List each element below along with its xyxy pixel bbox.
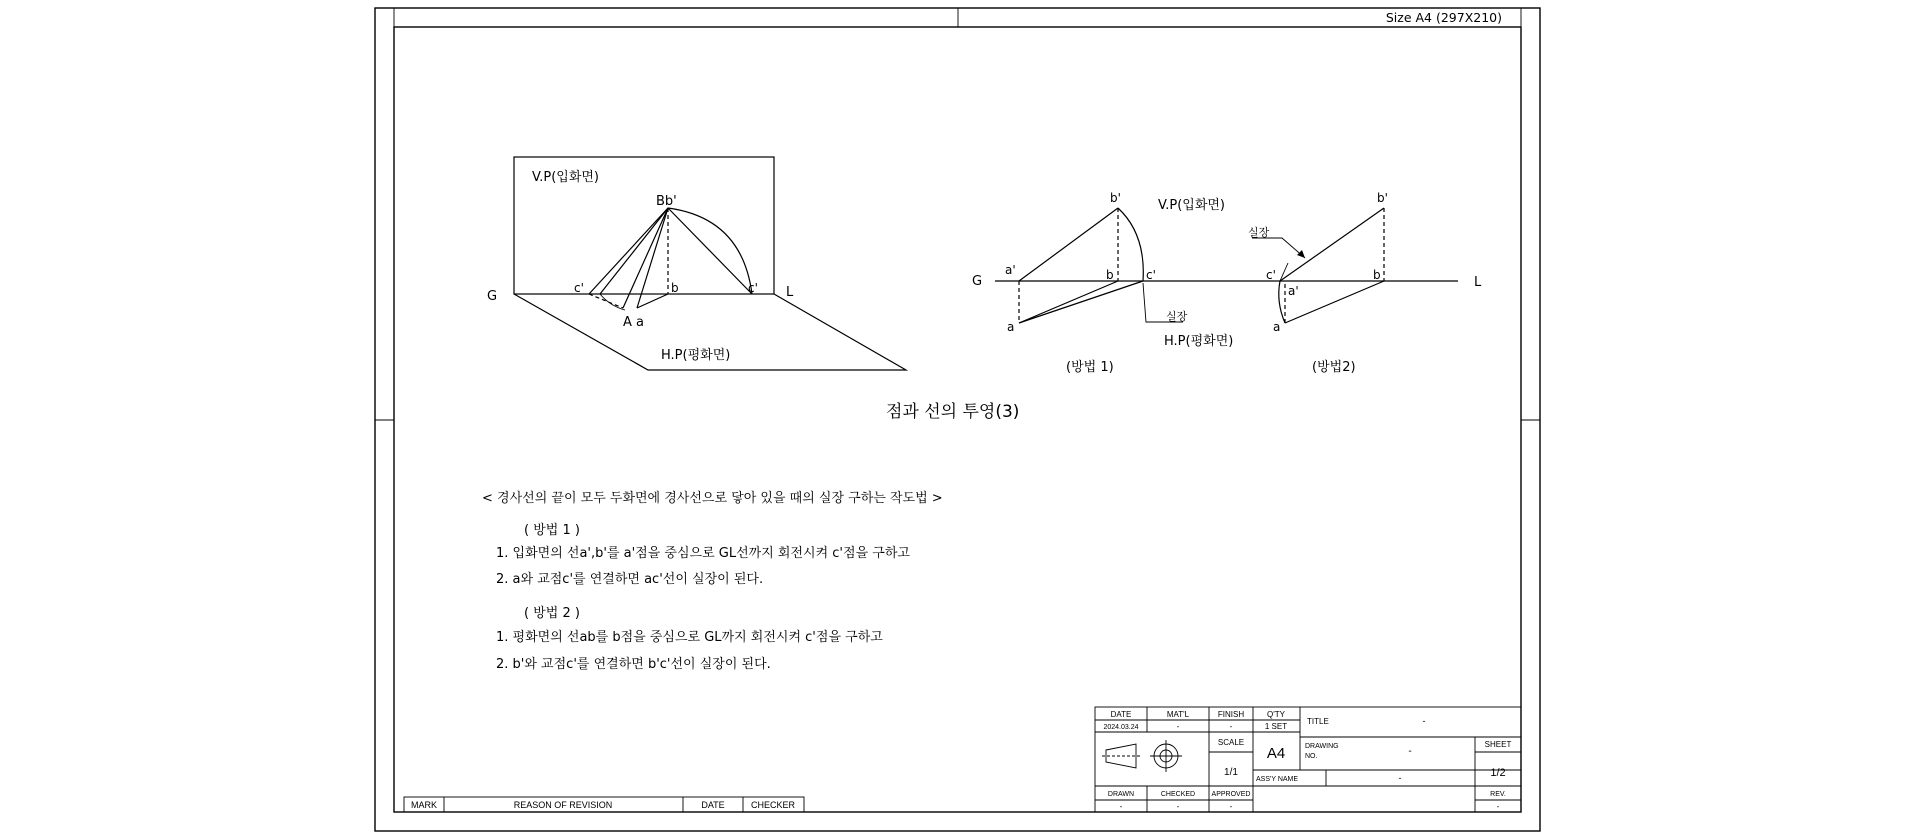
- title-block: [1095, 707, 1521, 812]
- tb-drawing-no-label1: DRAWING: [1305, 743, 1339, 750]
- a-prime-m2: a': [1288, 284, 1299, 298]
- tb-approved-label: APPROVED: [1211, 791, 1251, 798]
- projection-symbol-icon: [1102, 740, 1182, 772]
- method2-figure: [1248, 191, 1482, 375]
- b-label-left: b: [671, 281, 679, 295]
- l-label-m2: L: [1474, 275, 1482, 290]
- l-label-left: L: [786, 285, 794, 300]
- tb-title-value: -: [1422, 716, 1426, 726]
- tb-rev-label: REV.: [1490, 791, 1506, 798]
- c-prime-m1: c': [1146, 268, 1156, 282]
- b-prime-m2: b': [1377, 191, 1388, 205]
- b-label-m1: b: [1106, 268, 1114, 282]
- revision-mark: MARK: [410, 800, 438, 810]
- bb-label: Bb': [656, 194, 677, 209]
- vp-label-m1: V.P(입화면): [1158, 198, 1226, 213]
- method2-step1: 1. 평화면의 선ab를 b점을 중심으로 GL까지 회전시켜 c'점을 구하고: [496, 630, 883, 645]
- method2-step2: 2. b'와 교점c'를 연결하면 b'c'선이 실장이 된다.: [496, 657, 771, 672]
- c-prime-right: c': [748, 281, 758, 295]
- method2-title: ( 방법 2 ): [524, 606, 580, 621]
- tb-title-label: TITLE: [1307, 717, 1329, 726]
- tb-date-value: 2024.03.24: [1103, 724, 1139, 731]
- tb-assy-label: ASS'Y NAME: [1256, 776, 1299, 783]
- notes-heading: < 경사선의 끝이 모두 두화면에 경사선으로 닿아 있을 때의 실장 구하는 작도법 >: [482, 491, 943, 506]
- tb-size-value: A4: [1266, 745, 1286, 762]
- tb-assy-value: -: [1398, 773, 1402, 783]
- tb-drawing-no-value: -: [1408, 746, 1412, 757]
- tb-scale-label: SCALE: [1217, 738, 1245, 747]
- method1-step2: 2. a와 교점c'를 연결하면 ac'선이 실장이 된다.: [496, 572, 764, 587]
- caption-m1: (방법 1): [1066, 360, 1114, 375]
- pictorial-figure: [487, 157, 906, 370]
- notes: [482, 490, 943, 672]
- tb-finish-value: -: [1229, 722, 1233, 731]
- true-length-m2: 실장: [1248, 226, 1270, 239]
- tb-checked-label: CHECKED: [1160, 791, 1196, 798]
- vp-label: V.P(입화면): [532, 170, 600, 185]
- g-label-left: G: [487, 289, 498, 304]
- hp-label-left: H.P(평화면): [661, 348, 731, 363]
- method1-step1: 1. 입화면의 선a',b'를 a'점을 중심으로 GL선까지 회전시켜 c'점을 구하고: [496, 546, 910, 561]
- hp-label-m1: H.P(평화면): [1164, 334, 1234, 349]
- tb-drawing-no-label2: NO.: [1305, 753, 1318, 760]
- tb-sheet-label: SHEET: [1484, 740, 1512, 749]
- a-label-m1: a: [1007, 320, 1015, 334]
- c-prime-m2: c': [1266, 268, 1276, 282]
- c-prime-left: c': [574, 281, 584, 295]
- tb-approved-value: -: [1229, 802, 1233, 811]
- caption-m2: (방법2): [1312, 360, 1356, 375]
- tb-rev-value: -: [1496, 802, 1500, 811]
- tb-date-label: DATE: [1110, 710, 1132, 719]
- revision-date: DATE: [701, 800, 725, 810]
- b-prime-m1: b': [1110, 191, 1121, 205]
- size-label: Size A4 (297X210): [1385, 10, 1502, 25]
- tb-sheet-value: 1/2: [1490, 767, 1506, 779]
- tb-qty-value: 1 SET: [1264, 722, 1288, 731]
- tb-scale-value: 1/1: [1224, 767, 1238, 778]
- tb-drawn-value: -: [1119, 802, 1123, 811]
- tb-matl-value: -: [1176, 722, 1180, 731]
- b-label-m2: b: [1373, 268, 1381, 282]
- a-label-left: A a: [623, 315, 644, 330]
- drawing-title: 점과 선의 투영(3): [886, 402, 1020, 422]
- tb-checked-value: -: [1176, 802, 1180, 811]
- g-label-m1: G: [972, 274, 983, 289]
- tb-matl-label: MAT'L: [1166, 710, 1190, 719]
- method1-title: ( 방법 1 ): [524, 523, 580, 538]
- revision-reason: REASON OF REVISION: [513, 800, 613, 810]
- method1-figure: [972, 191, 1458, 375]
- true-length-m1: 실장: [1166, 310, 1188, 323]
- tb-drawn-label: DRAWN: [1107, 791, 1135, 798]
- tb-qty-label: Q'TY: [1267, 710, 1285, 719]
- revision-checker: CHECKER: [750, 800, 796, 810]
- a-label-m2: a: [1273, 320, 1281, 334]
- tb-finish-label: FINISH: [1217, 710, 1245, 719]
- a-prime-m1: a': [1005, 263, 1016, 277]
- revision-table: [404, 797, 804, 812]
